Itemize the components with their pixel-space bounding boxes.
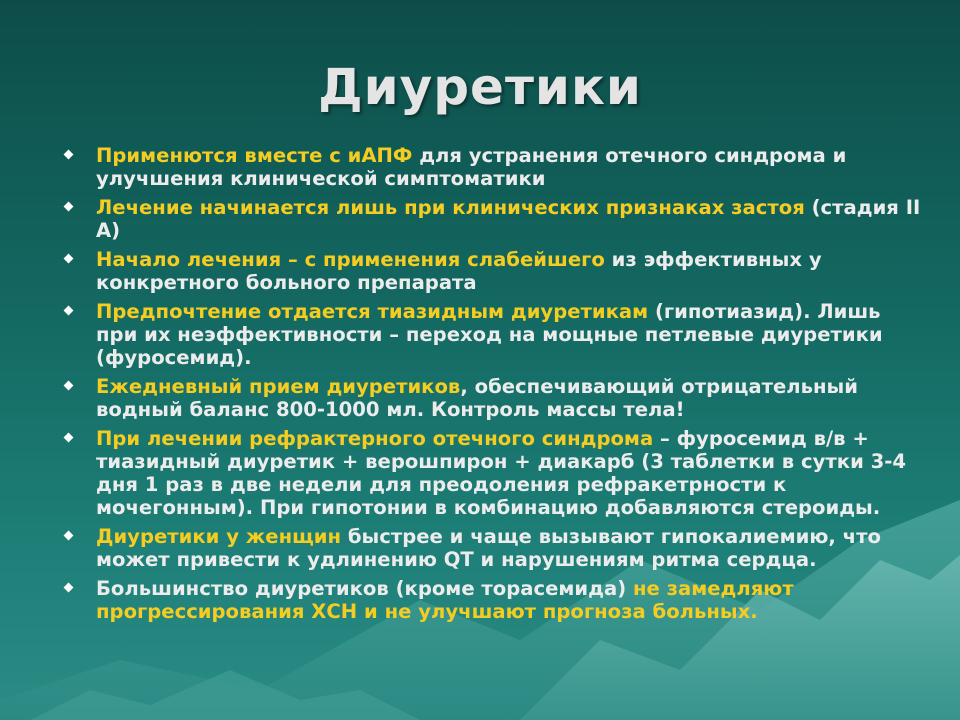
bullet-highlight: При лечении рефрактерного отечного синдрома	[96, 427, 654, 450]
slide-title: Диуретики	[318, 58, 642, 116]
diamond-bullet-icon	[64, 583, 74, 593]
diamond-bullet-icon	[64, 433, 74, 443]
bullet-highlight: Ежедневный прием диуретиков	[96, 375, 461, 398]
diamond-bullet-icon	[64, 381, 74, 391]
diamond-bullet-icon	[64, 202, 74, 212]
list-item	[62, 375, 922, 421]
bullet-list	[62, 144, 922, 629]
bullet-highlight: Лечение начинается лишь при клинических признаках застоя	[96, 196, 805, 219]
bullet-text: для устранения отечного синдрома и улучшения клинической симптоматики	[96, 144, 847, 190]
bullet-text: Большинство диуретиков (кроме торасемида)	[96, 577, 633, 600]
list-item	[62, 196, 922, 242]
diamond-bullet-icon	[64, 254, 74, 264]
list-item	[62, 427, 922, 519]
bullet-highlight: Применются вместе с иАПФ	[96, 144, 413, 167]
list-item	[62, 577, 922, 623]
bullet-highlight: Предпочтение отдается тиазидным диуретикам	[96, 300, 649, 323]
bullet-text: , обеспечивающий отрицательный водный баланс 800-1000 мл. Контроль массы тела!	[96, 375, 858, 421]
bullet-text: быстрее и чаще вызывают гипокалиемию, что может привести к удлинению QT и нарушениям ритма сердца.	[96, 525, 881, 571]
bullet-highlight: Начало лечения – с применения слабейшего	[96, 248, 605, 271]
bullet-highlight: Диуретики у женщин	[96, 525, 342, 548]
diamond-bullet-icon	[64, 150, 74, 160]
bullet-text: из эффективных у конкретного больного препарата	[96, 248, 822, 294]
diamond-bullet-icon	[64, 531, 74, 541]
bullet-highlight-tail: не замедляют прогрессирования ХСН и не улучшают прогноза больных.	[96, 577, 794, 623]
list-item	[62, 248, 922, 294]
list-item	[62, 525, 922, 571]
bullet-text: (гипотиазид). Лишь при их неэффективности – переход на мощные петлевые диуретики (фуросемид).	[96, 300, 883, 369]
list-item	[62, 300, 922, 369]
diamond-bullet-icon	[64, 306, 74, 316]
bullet-text: (стадия II А)	[96, 196, 921, 242]
list-item	[62, 144, 922, 190]
bullet-text: – фуросемид в/в + тиазидный диуретик + верошпирон + диакарб (3 таблетки в сутки 3-4 дня 1 раз в две недели для преодоления рефракетрности к мочегонным). При гипотонии в комбинацию добавляются стероиды.	[96, 427, 907, 519]
